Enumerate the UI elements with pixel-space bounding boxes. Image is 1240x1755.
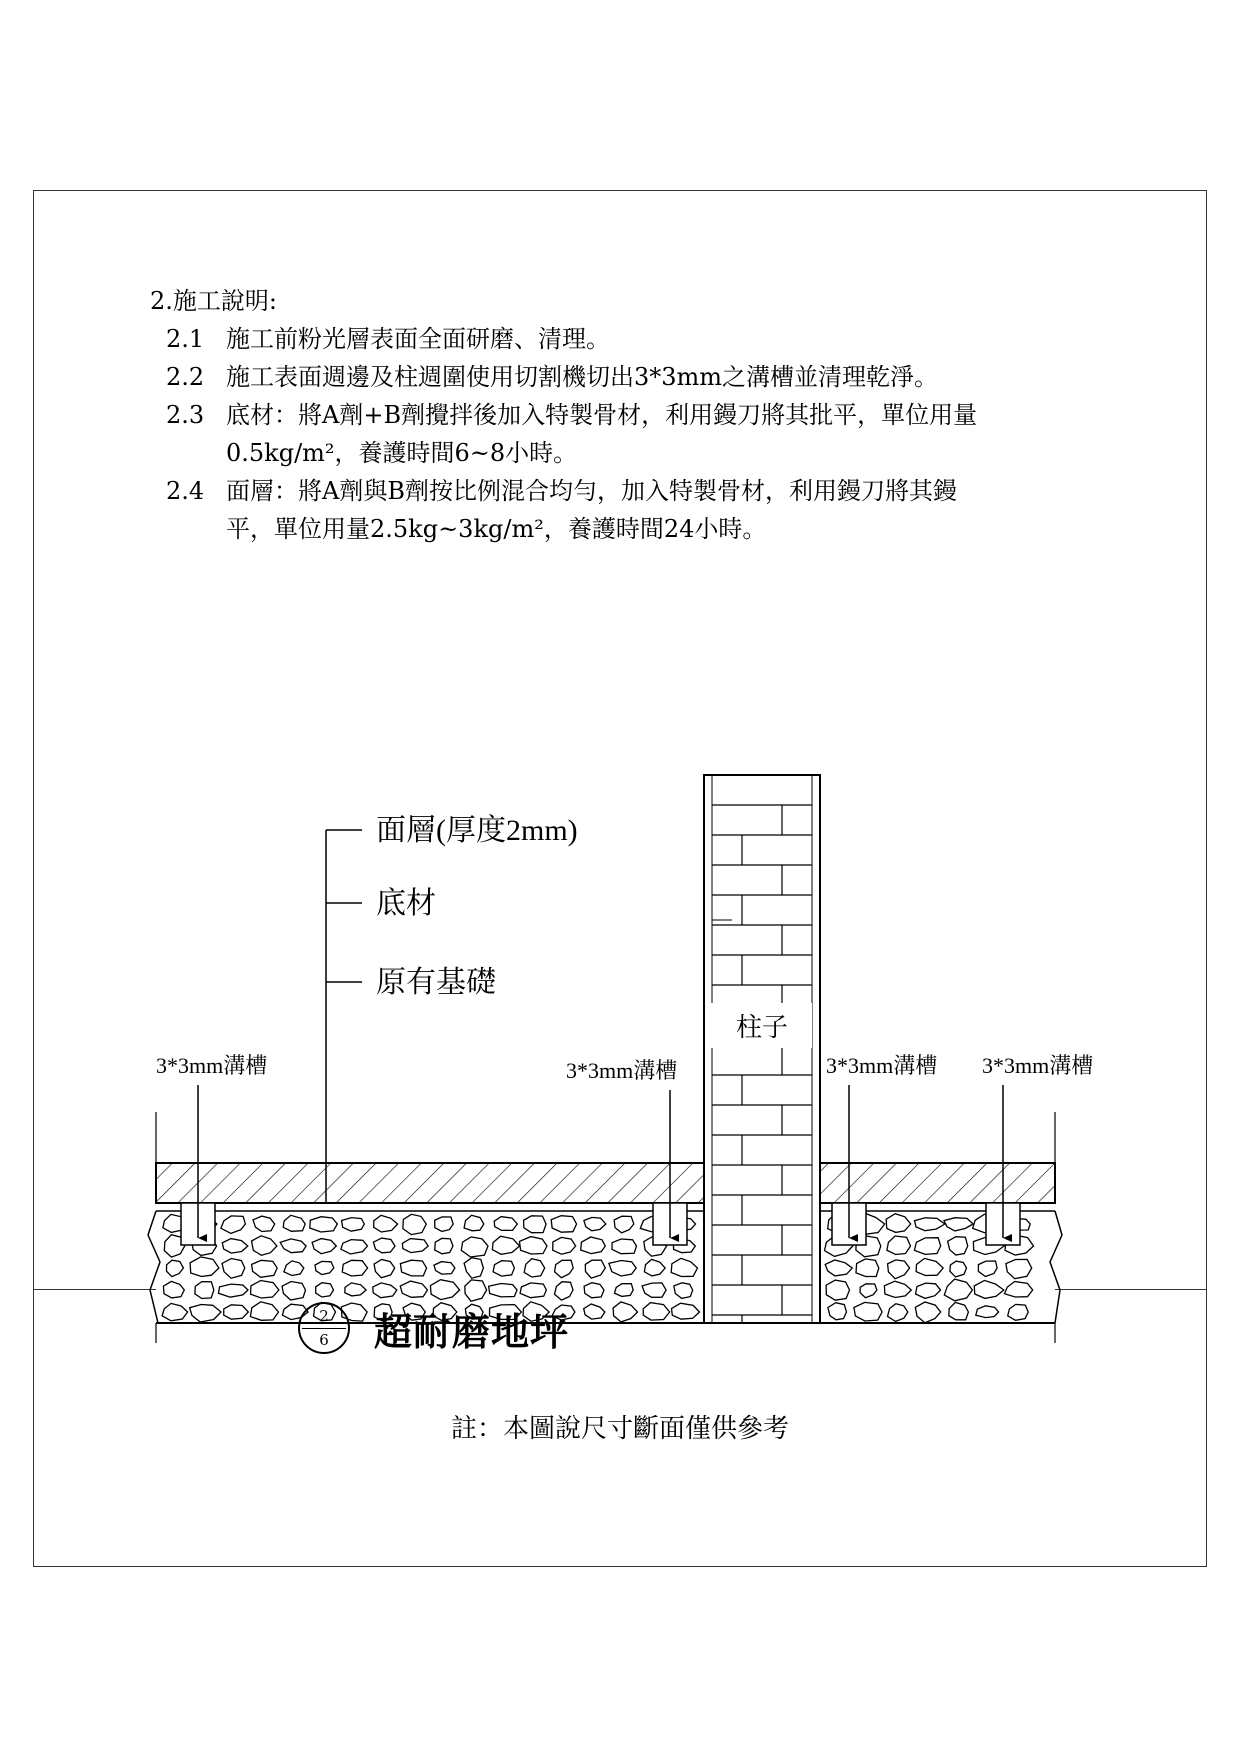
sheet-number-badge (298, 1302, 350, 1354)
note-number: 2.4 (166, 477, 205, 505)
note-number: 2.2 (166, 363, 205, 391)
note-text: 面層：將A劑與B劑按比例混合均勻，加入特製骨材，利用鏝刀將其鏝 (226, 477, 957, 505)
note-continuation: 平，單位用量2.5kg~3kg/m²，養護時間24小時。 (226, 515, 767, 543)
layer-label-foundation: 原有基礎 (376, 966, 496, 999)
layer-leader (326, 830, 362, 1203)
note-continuation: 0.5kg/m²，養護時間6~8小時。 (226, 439, 578, 467)
groove-label: 3*3mm溝槽 (566, 1058, 678, 1083)
layer-label-surface: 面層(厚度2mm) (376, 814, 578, 847)
layer-label-base: 底材 (376, 887, 436, 920)
sheet-divider (302, 1328, 346, 1329)
column-label: 柱子 (735, 1013, 789, 1042)
surface-layer (156, 1163, 1055, 1211)
note-number: 2.3 (166, 401, 205, 429)
note-text: 施工前粉光層表面全面研磨、清理。 (226, 325, 610, 353)
notes-heading: 2.施工說明: (150, 287, 277, 315)
groove-label: 3*3mm溝槽 (156, 1053, 268, 1078)
title-block (298, 1298, 569, 1358)
groove-label: 3*3mm溝槽 (826, 1053, 938, 1078)
drawing-title: 超耐磨地坪 (374, 1308, 570, 1354)
sheet-total: 6 (319, 1331, 329, 1349)
note-text: 施工表面週邊及柱週圍使用切割機切出3*3mm之溝槽並清理乾淨。 (226, 363, 939, 391)
groove-label: 3*3mm溝槽 (982, 1053, 1094, 1078)
disclaimer-note: 註：本圖說尺寸斷面僅供參考 (450, 1414, 789, 1444)
note-text: 底材：將A劑+B劑攪拌後加入特製骨材，利用鏝刀將其批平，單位用量 (226, 401, 978, 429)
foundation-layer (148, 1211, 1062, 1343)
column (704, 775, 820, 1323)
sheet-number: 2 (319, 1307, 329, 1325)
note-number: 2.1 (166, 325, 205, 353)
